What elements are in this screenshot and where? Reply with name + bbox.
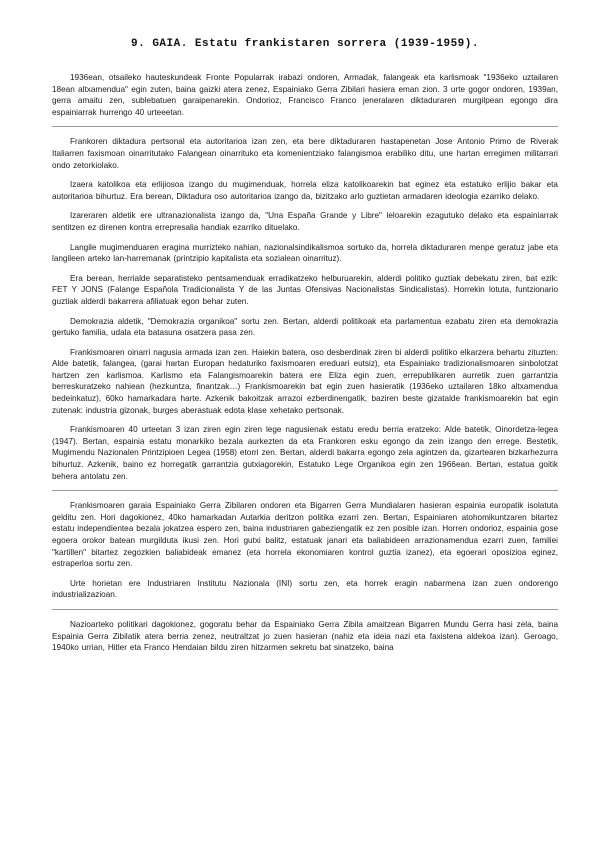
paragraph: Urte horietan ere Industriaren Institutu Nazionala (INI) sortu zen, eta horrek eragin nabarmena izan zuen ondorengo industrializazioan. bbox=[52, 578, 558, 600]
paragraph: Izaera katolikoa eta erlijiosoa izango du mugimenduak, horrela eliza katolikoarekin bat eginez eta estatuko erlijio bakar eta autoritarioa bihurtuz. Era berean, Diktadura oso autoritarioa izango da, bizitzako arlo guztietan armadaren ideologia ezarriko delako. bbox=[52, 180, 558, 201]
paragraph: Frankoren diktadura pertsonal eta autoritarioa izan zen, eta bere diktaduraren hastapenetan Jose Antonio Primo de Riverak Italiarren faxismoan oinarritutako Falangean oinarrituko eta komenientziako falangismoa erabiliko ditu, une hartan erregimen militarrari ondo zetorkiolako. bbox=[52, 137, 558, 170]
paragraph: Frankismoaren garaia Espainiako Gerra Zibilaren ondoren eta Bigarren Gerra Mundialaren hasieran espainia europatik isolatuta gelditu zen. Hori dagokionez, 40ko hamarkadan Autarkia deritzon politika ezarri zen. Bertan, Espainiaren atohomikuntzaren bitartez estatu independientea bezala jokatzea espero zen, baina industriaren gabeziengatik ez zen posible izan. Horren ondorioz, espainia gose egoera orokor batean murgilduta ikusi zen. Hori gutxi balitz, estatuak janari eta baliabideen arrazionamendua ezarri zuen, familiei "kartillen" bitartez zegozkien baliabideak emanez (eta horrela ekonomiaren kontrol guztia izanez), eta egoerari oposizioa eginez, estraperloa sortu zen. bbox=[52, 501, 558, 569]
section-divider bbox=[52, 126, 558, 127]
paragraph: Era berean, herrialde separatisteko pentsamenduak erradikatzeko helburuarekin, alderdi politiko guztiak debekatu ziren, bat ezik: FET Y JONS (Falange Española Tradicionalista Y de las Juntas Ofensivas Nacionalistas Sindicalistas). Horrekin lotuta, funtzionario guztiak alderdi bakarrera afiliatuak egon behar zuten. bbox=[52, 273, 558, 306]
paragraph: Izareraren aldetik ere ultranazionalista izango da, "Una España Grande y Libre" leloarekin ezagutuko delako eta espainiarrak sentitzen ez direnen kontra errepresalia handiak ezarriko dituelako. bbox=[52, 211, 558, 232]
paragraph: 1936ean, otsaileko hauteskundeak Fronte Popularrak irabazi ondoren, Armadak, falangeak eta karlismoak "1936eko uztailaren 18ean altxamendua" egin zuten, baina gaizki atera zenez, Espainiako Gerra Zibilari hasiera eman zion. 3 urte gogor ondoren, 1939an, gerra amaitu zen, sublebatuen garaipenarekin. Ondorioz, Francisco Franco jeneralaren diktaduraren murgilpean egongo dira espainiarrak hurrengo 40 urteeetan. bbox=[52, 73, 558, 117]
paragraph: Nazioarteko politikari dagokionez, gogoratu behar da Espainiako Gerra Zibila amaitzean Bigarren Mundu Gerra hasi zela, baina Espainia Gerra Zibilatik atera berria zenez, neutraltzat jo zuen hasieran (nahiz eta ideia nazi eta faxistena aldekoa izan). Geroago, 1940ko urrian, Hitler eta Franco Hendaian bildu ziren hitzarmen sekretu bat sinatzeko, baina bbox=[52, 619, 558, 653]
section-foreign-policy bbox=[52, 619, 558, 654]
section-divider bbox=[52, 490, 558, 491]
paragraph: Langile mugimenduaren eragina murrizteko nahian, nazionalsindikalismoa sortuko da, horrela diktaduraren menpe geratuz jabe eta langileen arteko lan-harremanak (printzipio kapitalista eta sozialean oinarrituz). bbox=[52, 242, 558, 264]
paragraph: Demokrazia aldetik, "Demokrazia organikoa" sortu zen. Bertan, alderdi politikoak eta parlamentua ezabatu ziren eta demokrazia gertuko familia, udala eta batasuna osatzera pasa zen. bbox=[52, 316, 558, 338]
paragraph: Frankismoaren 40 urteetan 3 izan ziren egin ziren lege nagusienak estatu eredu berria eratzeko: Alde batetik, Oinordetza-legea (1947). Bertan, espainia estatu monarkiko bezala aurkezten da eta Frankoren esku egongo da zein izango den errege. Bestetik, Mugimendu Nazionalen Printzipioen Legea (1958) etorri zen. Bertan, alderdi bakarra egongo zela agintzen da, gizartearen bizkarhezurra bihurtuz. Azkenik, baino ez horregatik garrantzia gutxiagorekin, Estatuko Lege Organikoa egin zen 1966ean. Bertan, estatua goitik behera antolatu zen. bbox=[52, 425, 558, 481]
section-economy bbox=[52, 500, 558, 601]
paragraph: Frankismoaren oinarri nagusia armada izan zen. Haiekin batera, oso desberdinak ziren bi alderdi politiko elkarzera behartu zituzten: Alde batetik, falangea, (garai hartan Europan hedaturiko faxismoaren ereduari eutsiz), eta Espainiako tradizionalismoaren sinbolotzat hartzen zen karlismoa. Karlismo eta Falangismoarekin batera ere Eliza egin zuen, errepublikaren aurretik zuen garrantzia berreskuratzeko nahiean (hezkuntza, finantzak…) Frankismoarekin bat egin zuen hasieratik (1936eko uztailaren 18ko altxamenduа bedeinkatuz), 60ko hamarkadara harte. Azkenik bakoitzak arrazoi ezberdinengatik, baziren beste gizataldе frankismoarekin bat egin zutenak: industria gizonak, burges aberastuak edota klase xehetako pertsonak. bbox=[52, 347, 558, 415]
section-intro bbox=[52, 72, 558, 118]
section-divider bbox=[52, 609, 558, 610]
page-title: 9. GAIA. Estatu frankistaren sorrera (1939-1959). bbox=[131, 38, 479, 50]
section-regime bbox=[52, 136, 558, 482]
